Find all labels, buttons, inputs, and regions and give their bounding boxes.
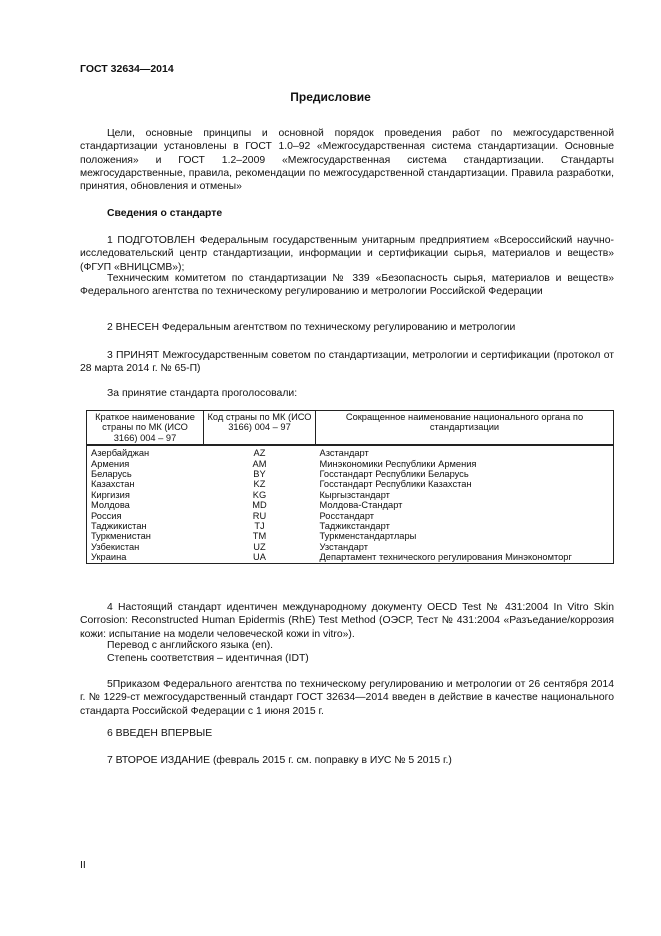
- table-row: [87, 521, 614, 531]
- cell-country-code: KG: [252, 489, 267, 500]
- cell-country-name: Беларусь: [87, 469, 204, 479]
- table-row: [87, 531, 614, 541]
- table-row: [87, 511, 614, 521]
- table-row: [87, 552, 614, 563]
- item-5-order: 5Приказом Федерального агентства по техническому регулированию и метрологии от 26 сентября 2014 г. № 1229-ст межгосударственный стандарт ГОСТ 32634—2014 введен в действие в качестве национального стандарта Российской Федерации с 1 июня 2015 г.: [80, 679, 614, 717]
- cell-standards-body: Кыргызстандарт: [316, 490, 614, 500]
- cell-country-code: MD: [252, 500, 267, 511]
- cell-country-name: Казахстан: [87, 479, 204, 489]
- item-1-prepared: 1 ПОДГОТОВЛЕН Федеральным государственным унитарным предприятием «Всероссийский научно-исследовательский центр стандартизации, информации и сертификации сырья, материалов и веществ» (ФГУП «ВНИЦСМВ»);: [80, 235, 614, 273]
- cell-country-code: UZ: [253, 541, 266, 552]
- intro-paragraph: Цели, основные принципы и основной порядок проведения работ по межгосударственной стандартизации установлены в ГОСТ 1.0–92 «Межгосударственная система стандартизации. Основные положения» и ГОСТ 1.2–2009 «Межгосударственная система стандартизации. Стандарты межгосударственные, правила, рекомендации по межгосударственной стандартизации. Правила разработки, принятия, обновления и отмены»: [80, 128, 614, 193]
- cell-standards-body: Узстандарт: [316, 542, 614, 552]
- cell-country-code: AZ: [253, 448, 266, 459]
- cell-standards-body: Госстандарт Республики Беларусь: [316, 469, 614, 479]
- cell-country-name: Армения: [87, 459, 204, 469]
- item-3-adopted: 3 ПРИНЯТ Межгосударственным советом по стандартизации, метрологии и сертификации (протокол от 28 марта 2014 г. № 65-П): [80, 350, 614, 375]
- cell-country-code: TJ: [254, 521, 265, 532]
- cell-country-code: TM: [252, 531, 267, 542]
- cell-standards-body: Азстандарт: [316, 445, 614, 458]
- cell-country-code: RU: [252, 510, 267, 521]
- cell-country-name: Украина: [87, 552, 204, 563]
- section-heading: Сведения о стандарте: [107, 208, 223, 219]
- table-row: [87, 469, 614, 479]
- document-code: ГОСТ 32634—2014: [80, 63, 174, 75]
- cell-country-name: Киргизия: [87, 490, 204, 500]
- table-row: [87, 542, 614, 552]
- cell-country-name: Молдова: [87, 500, 204, 510]
- table-row: [87, 459, 614, 469]
- table-header-row: [87, 411, 614, 446]
- item-6-first-introduced: 6 ВВЕДЕН ВПЕРВЫЕ: [107, 728, 213, 739]
- voting-countries-table: [86, 410, 614, 564]
- table-row: [87, 479, 614, 489]
- header-country-name: Краткое наименование страны по МК (ИСО 3166) 004 – 97: [87, 411, 204, 446]
- item-2-introduced: 2 ВНЕСЕН Федеральным агентством по техническому регулированию и метрологии: [107, 322, 516, 333]
- cell-country-code: BY: [253, 469, 266, 480]
- cell-country-name: Узбекистан: [87, 542, 204, 552]
- table-row: [87, 445, 614, 458]
- cell-country-name: Россия: [87, 511, 204, 521]
- cell-country-code: AM: [252, 458, 267, 469]
- table-row: [87, 500, 614, 510]
- item-4-degree: Степень соответствия – идентичная (IDT): [107, 653, 309, 664]
- cell-standards-body: Минэкономики Республики Армения: [316, 459, 614, 469]
- header-standards-body: Сокращенное наименование национального органа по стандартизации: [316, 411, 614, 446]
- page-title: Предисловие: [290, 90, 371, 104]
- cell-country-name: Азербайджан: [87, 445, 204, 458]
- item-1-committee: Техническим комитетом по стандартизации № 339 «Безопасность сырья, материалов и веществ» Федерального агентства по техническому регулированию и метрологии Российской Федерации: [80, 273, 614, 298]
- cell-standards-body: Туркменстандартлары: [316, 531, 614, 541]
- item-4-translation: Перевод с английского языка (en).: [107, 640, 274, 651]
- cell-standards-body: Росстандарт: [316, 511, 614, 521]
- cell-country-code: UA: [204, 552, 316, 563]
- item-4-identical: 4 Настоящий стандарт идентичен международному документу OECD Test № 431:2004 In Vitro Skin Corrosion: Reconstructed Human Epidermis (RhE) Test Method (ОЭСР, Тест № 431:2004 «Разъедание/коррозия кожи: испытание на модели человеческой кожи in vitro»).: [80, 602, 614, 640]
- cell-country-name: Таджикистан: [87, 521, 204, 531]
- page-number: II: [80, 859, 86, 871]
- cell-standards-body: Молдова-Стандарт: [316, 500, 614, 510]
- cell-standards-body: Госстандарт Республики Казахстан: [316, 479, 614, 489]
- cell-standards-body: Таджикстандарт: [316, 521, 614, 531]
- cell-country-code: KZ: [253, 479, 266, 490]
- cell-standards-body: Департамент технического регулирования Минэкономторг: [316, 552, 614, 563]
- header-country-code: Код страны по МК (ИСО 3166) 004 – 97: [204, 411, 316, 446]
- voted-caption: За принятие стандарта проголосовали:: [107, 388, 298, 399]
- item-7-second-edition: 7 ВТОРОЕ ИЗДАНИЕ (февраль 2015 г. см. поправку в ИУС № 5 2015 г.): [107, 755, 452, 766]
- cell-country-name: Туркменистан: [87, 531, 204, 541]
- table-row: [87, 490, 614, 500]
